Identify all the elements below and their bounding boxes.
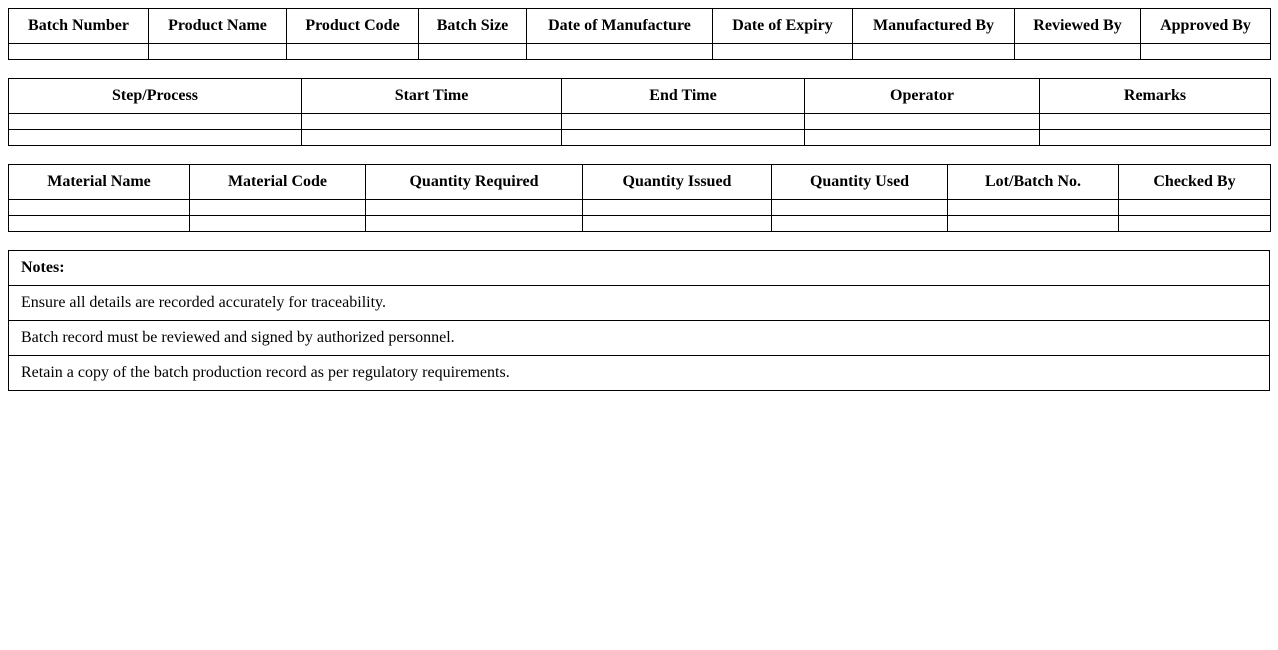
table-header-row [9, 9, 1271, 44]
table-cell[interactable] [190, 216, 366, 232]
col-header-manufactured-by: Manufactured By [853, 9, 1015, 44]
table-row [9, 130, 1271, 146]
table-cell[interactable] [713, 44, 853, 60]
col-header-step-process: Step/Process [9, 79, 302, 114]
col-header-reviewed-by: Reviewed By [1015, 9, 1141, 44]
table-cell[interactable] [562, 114, 805, 130]
table-cell[interactable] [419, 44, 527, 60]
table-cell[interactable] [9, 44, 149, 60]
note-item: Ensure all details are recorded accurately for traceability. [9, 286, 1270, 321]
col-header-product-name: Product Name [149, 9, 287, 44]
table-cell[interactable] [190, 200, 366, 216]
col-header-batch-size: Batch Size [419, 9, 527, 44]
col-header-material-code: Material Code [190, 165, 366, 200]
table-cell[interactable] [772, 200, 948, 216]
table-cell[interactable] [1119, 200, 1271, 216]
note-row [9, 286, 1270, 321]
table-cell[interactable] [366, 200, 583, 216]
table-cell[interactable] [527, 44, 713, 60]
spacer [8, 60, 1270, 78]
table-cell[interactable] [805, 130, 1040, 146]
notes-title: Notes: [9, 251, 1270, 286]
table-cell[interactable] [9, 200, 190, 216]
materials-table [8, 164, 1271, 232]
col-header-start-time: Start Time [302, 79, 562, 114]
spacer [8, 146, 1270, 164]
col-header-material-name: Material Name [9, 165, 190, 200]
note-item: Batch record must be reviewed and signed by authorized personnel. [9, 321, 1270, 356]
col-header-quantity-used: Quantity Used [772, 165, 948, 200]
col-header-quantity-required: Quantity Required [366, 165, 583, 200]
table-cell[interactable] [1040, 130, 1271, 146]
col-header-batch-number: Batch Number [9, 9, 149, 44]
col-header-checked-by: Checked By [1119, 165, 1271, 200]
table-cell[interactable] [302, 130, 562, 146]
spacer [8, 232, 1270, 250]
col-header-end-time: End Time [562, 79, 805, 114]
table-cell[interactable] [9, 216, 190, 232]
table-cell[interactable] [366, 216, 583, 232]
col-header-remarks: Remarks [1040, 79, 1271, 114]
table-cell[interactable] [1040, 114, 1271, 130]
col-header-quantity-issued: Quantity Issued [583, 165, 772, 200]
process-table [8, 78, 1271, 146]
col-header-product-code: Product Code [287, 9, 419, 44]
table-cell[interactable] [287, 44, 419, 60]
col-header-date-of-expiry: Date of Expiry [713, 9, 853, 44]
notes-title-row [9, 251, 1270, 286]
table-cell[interactable] [1141, 44, 1271, 60]
note-row [9, 321, 1270, 356]
table-cell[interactable] [772, 216, 948, 232]
table-cell[interactable] [9, 130, 302, 146]
table-cell[interactable] [1119, 216, 1271, 232]
col-header-operator: Operator [805, 79, 1040, 114]
table-cell[interactable] [562, 130, 805, 146]
note-item: Retain a copy of the batch production record as per regulatory requirements. [9, 356, 1270, 391]
table-cell[interactable] [9, 114, 302, 130]
table-cell[interactable] [583, 200, 772, 216]
table-row [9, 114, 1271, 130]
note-row [9, 356, 1270, 391]
table-header-row [9, 165, 1271, 200]
table-row [9, 44, 1271, 60]
table-cell[interactable] [948, 216, 1119, 232]
table-cell[interactable] [583, 216, 772, 232]
table-row [9, 216, 1271, 232]
table-cell[interactable] [149, 44, 287, 60]
col-header-lot-batch-no: Lot/Batch No. [948, 165, 1119, 200]
table-cell[interactable] [805, 114, 1040, 130]
table-cell[interactable] [948, 200, 1119, 216]
col-header-date-of-manufacture: Date of Manufacture [527, 9, 713, 44]
table-cell[interactable] [1015, 44, 1141, 60]
col-header-approved-by: Approved By [1141, 9, 1271, 44]
table-row [9, 200, 1271, 216]
table-cell[interactable] [302, 114, 562, 130]
table-header-row [9, 79, 1271, 114]
notes-table [8, 250, 1270, 391]
batch-info-table [8, 8, 1271, 60]
table-cell[interactable] [853, 44, 1015, 60]
